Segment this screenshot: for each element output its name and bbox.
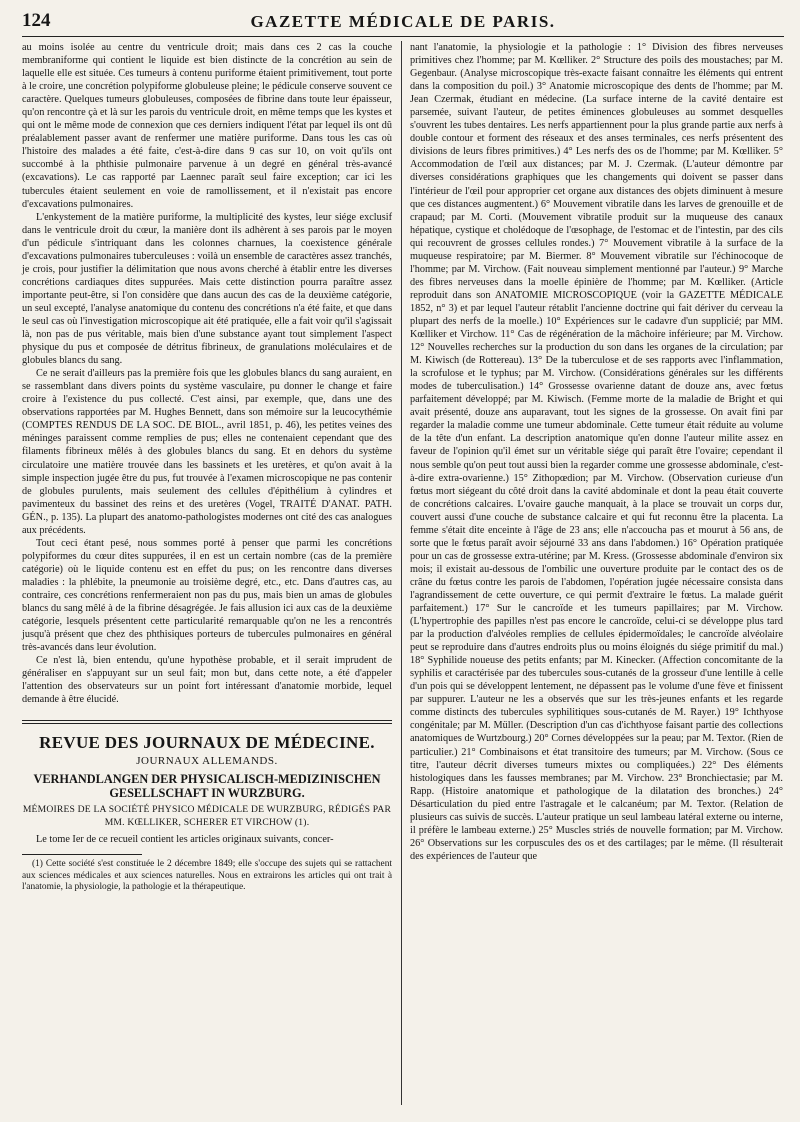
journal-name: VERHANDLANGEN DER PHYSICALISCH-MEDIZINISCHEN GESELLSCHAFT IN WURZBURG. <box>33 772 381 801</box>
section-separator <box>22 720 392 724</box>
section-subtitle: JOURNAUX ALLEMANDS. <box>136 755 278 768</box>
paragraph: Ce n'est là, bien entendu, qu'une hypothèse probable, et il serait imprudent de généraliser en s'appuyant sur un seul fait; mon but, dans cette note, a été d'appeler l'attention des observateurs sur un point fort intéressant d'anatomie morbide, lequel demande à être élucidé. <box>22 655 392 706</box>
journal-translation: MÉMOIRES DE LA SOCIÉTÉ PHYSICO MÉDICALE DE WURZBURG, RÉDIGÉS PAR MM. KŒLLIKER, SCHERER ET VIRCHOW (1). <box>22 804 392 828</box>
footnote-rule <box>22 854 142 855</box>
paragraph: au moins isolée au centre du ventricule droit; mais dans ces 2 cas la couche membraniforme qui contient le liquide est bien distincte de la concrétion au sein de laquelle elle est située. Ces tumeurs à contenu puriforme étaient primitivement, tout porte à le croire, une concrétion polypiforme globuleuse pleine; le pédicule conserve souvent ce caractère. Quelques tumeurs globuleuses, composées de fibrine dans toute leur épaisseur, qu'on rencontre çà et là sur les parois du ventricule droit, en même temps que les kystes et qui ont le même mode de connexion que ces derniers indiquent l'état par lequel ils ont dû préalablement passer avant de renfermer une matière puriforme. Dans tous les cas où l'histoire des malades a été faite, c'est-à-dire dans 9 cas sur 10, on voit qu'ils ont succombé à la phthisie pulmonaire parvenue à un degré en général très-avancé (excavations). Le cas rapporté par Laennec paraît seul faire exception; car ici les tubercules étaient seulement en voie de ramollissement, et il n'existait pas encore d'excavations pulmonaires. <box>22 42 392 210</box>
header-rule <box>22 36 784 37</box>
paragraph: L'enkystement de la matière puriforme, la multiplicité des kystes, leur siége exclusif dans le ventricule droit du cœur, la manière dont ils adhèrent à ses parois par le moyen d'un pédicule s'intriquant dans les colonnes charnues, la coexistence générale d'excavations pulmonaires tuberculeuses : voilà un ensemble de caractères assez tranchés, je crois, pour justifier la délimitation que nous avons cherché à établir entre les diverses concrétions cardiaques dites suppurées. Mais cette distinction pourra paraître assez importante peut-être, si l'on considère que dans aucun des cas de la deuxième catégorie, un seul excepté, l'analyse anatomique du contenu des concrétions n'a été faite, et que dans le seul cas où l'investigation microscopique ait été pratiquée, elle a fait voir qu'il s'agissait là, non pas de pus véritable, mais bien d'une substance ayant tout simplement l'aspect physique du pus et composée de détritus fibrineux, de granulations moléculaires et de globules blancs du sang. <box>22 211 392 367</box>
left-column <box>22 41 392 894</box>
page-header <box>22 10 784 36</box>
journal-title: GAZETTE MÉDICALE DE PARIS. <box>250 12 556 31</box>
paragraph: Tout ceci étant pesé, nous sommes porté à penser que parmi les concrétions polypiformes du cœur dites suppurées, il en est un certain nombre (cas de la première catégorie) où le liquide contenu est en effet du pus; on les rencontre dans diverses maladies : la phlébite, la pneumonie au troisième degré, etc., etc. Dans d'autres cas, au contraire, ces concrétions renfermeraient non pas du pus, mais bien un amas de globules blancs du sang mêlé à de la fibrine désagrégée. Je fais allusion ici aux cas de la deuxième catégorie, lesquels présentent cette particularité remarquable qu'on ne les a rencontrés jusqu'à présent que chez des phthisiques porteurs de tubercules pulmonaires en général très-avancés dans leur évolution. <box>22 537 392 654</box>
page-number: 124 <box>22 10 51 31</box>
section-title: REVUE DES JOURNAUX DE MÉDECINE. <box>39 733 375 753</box>
paragraph: Ce ne serait d'ailleurs pas la première fois que les globules blancs du sang auraient, en se rassemblant dans divers points du système vasculaire, pu donner le change et faire croire à l'existence du pus collecté. C'est ainsi, par exemple, que, dans une des observations rapportées par M. Hughes Bennett, dans son mémoire sur la leucocythémie (COMPTES RENDUS DE LA SOC. DE BIOL., avril 1851, p. 46), les petites veines des méninges paraissent comme remplies de pus; elles ne contenaient cependant que des filaments fibrineux mêlés à des globules blancs du sang. Et en dehors du système circulatoire une matière trouvée dans les bassinets et les uretères, et qu'on avait à la simple inspection jugée être du pus, fut trouvée à l'examen microscopique ne pas contenir de globules purulents, mais seulement des cellules d'épithélium à cylindres et pavimenteux du bassinet des reins et des uretères (Vogel, TRAITÉ D'ANAT. PATH. GÉN., p. 135). La plupart des anatomo-pathologistes modernes ont cité des cas analogues aux précédents. <box>22 368 392 536</box>
right-column <box>410 41 783 863</box>
column-divider <box>401 41 402 1105</box>
paragraph: nant l'anatomie, la physiologie et la pathologie : 1° Division des fibres nerveuses primitives chez l'homme; par M. Kœlliker. 2° Structure des poils des moustaches; par M. Gegenbaur. (Analyse microscopique très-exacte faisant connaître les éléments qui entrent dans la composition du poil.) 3° Anatomie microscopique des dents de l'homme; par M. Jean Czermak, étudiant en médecine. (La surface interne de la cavité dentaire est parsemée, suivant l'auteur, de petites éminences globuleuses au sommet desquelles s'ouvrent les tubes dentaires. Les nerfs appartiennent pour la plus grande partie aux nerfs à double contour et forment des réseaux et des anses terminales, ces nerfs présentent des divisions de leurs fibres primitives.) 4° Les nerfs des os de l'homme; par M. Kœlliker. 5° Accommodation de l'œil aux distances; par M. J. Czermak. (L'auteur démontre par diverses considérations graphiques que les changements qui doivent se passer dans l'intérieur de l'œil pour approprier cet organe aux distances des objets diminuent à mesure que ces distances augmentent.) 6° Mouvement vibratile dans les larves de grenouille et de crapaud; par M. Corti. (Mouvement vibratile produit sur la muqueuse des canaux hépatique, cystique et cholédoque de l'œsophage, de l'estomac et de l'intestin, par des cils qui recouvrent de grosses cellules rondes.) 7° Mouvement vibratile à la surface de la muqueuse respiratoire; par M. Biermer. 8° Mouvement vibratile sur l'échinocoque de l'homme; par M. Virchow. (Fait nouveau simplement mentionné par l'auteur.) 9° Marche des fibres nerveuses dans la moelle épinière de l'homme; par M. Kœlliker. (Article reproduit dans son ANATOMIE MICROSCOPIQUE (voir la GAZETTE MÉDICALE 1852, n° 3) et par lequel l'auteur rétablit l'ancienne doctrine qui fait dériver du cerveau la plupart des nerfs de la moelle.) 10° Expériences sur le cadavre d'un supplicié; par MM. Kœlliker et Virchow. 11° Cas de régénération de la mâchoire inférieure; par M. Virchow. 12° Nouvelles recherches sur la production du son dans les organes de la circulation; par M. Kiwisch (de Rottereau). 13° De la tuberculose et de ses rapports avec l'inflammation, la scrofulose et le typhus; par M. Virchow. (Considérations générales sur les différents modes de tuberculisation.) 14° Grossesse ovarienne datant de douze ans, avec fœtus parfaitement développé; par M. Kiwisch. (Femme morte de la maladie de Bright et qui avait présenté, douze ans auparavant, tout les signes de la grossesse. On avait fini par regarder la maladie comme une tumeur abdominale. Cette tumeur était réduite au volume de la tête d'un enfant. La description anatomique qu'en donne l'auteur milite assez en faveur de l'opinion qu'il émet sur un véritable siége qui paraît être l'ovaire; cependant il nous semble qu'on peut tout aussi bien la regarder comme une grossesse abdominale, c'est-à-dire extra-ovarienne.) 15° Zithopœdion; par M. Virchow. (Observation curieuse d'un fœtus mort siégeant du côté droit dans la cavité abdominale et dont la peau était couverte de concrétions calcaires. L'ovaire gauche manquait, à la place se trouvait un corps dur, couvert aussi d'une couche de substance calcaire et qui fut reconnu être la placenta. La femme s'était dite enceinte à l'âge de 23 ans; elle n'accoucha pas et mourut à 56 ans, de sorte que le fœtus paraît avoir séjourné 33 ans dans l'abdomen.) 16° Opération pratiquée pour un cas de grossesse extra-utérine; par M. Kress. (Grossesse abdominale d'environ six mois; il existait au-dessous de l'ombilic une ouverture produite par le contact des os de crâne du fœtus contre les parois de l'abdomen, l'opération jugée nécessaire consista dans l'agrandissement de cette ouverture, ce qui permit d'extraire le fœtus. La malade guérit parfaitement.) 17° Sur le cancroïde et les tumeurs papillaires; par M. Virchow. (L'hypertrophie des papilles n'est pas encore le cancroïde, celui-ci se développe plus tard par la production d'alvéoles remplies de cellules épidermoïdales; le cancroïde alvéolaire peut se reproduire dans d'autres endroits plus ou moins éloignés du siége primitif du mal.) 18° Syphilide noueuse des petits enfants; par M. Kinecker. (Affection concomitante de la syphilis et caractérisée par des tubercules sous-cutanés de la grosseur d'une lentille à celle d'un pois qui se développent lentement, ne dépassent pas le volume d'une fève et finissent par suppurer. L'auteur ne les a observés que sur les très-jeunes enfants et les regarde comme distincts des tubercules syphilitiques sous-cutanés de M. Rayer.) 19° Ichthyose congénitale; par M. Müller. (Description d'un cas d'ichthyose faisant partie des collections anatomiques de Wurtzbourg.) 20° Cornes développées sur la peau; par M. Textor. (Rien de particulier.) 21° Combinaisons et état transitoire des tumeurs; par M. Virchow. (Sous ce titre, l'auteur décrit diverses tumeurs mixtes ou compliquées.) 22° Des éléments histologiques dans les fausses membranes; par M. Virchow. 23° Bronchiectasie; par M. Rapp. (Histoire anatomique et pathologique de la dilatation des bronches.) 24° Désarticulation du pied entre l'astragale et le calcanéum; par M. Textor. (Relation de plusieurs cas suivis de succès. L'auteur pratique un seul lambeau latéral externe ou interne, il préfère le lambeau externe.) 25° Muscles striés de nouvelle formation; par M. Virchow. 26° Observations sur les corpuscules des os et des cartilages; par le même. (Il résulterait des expériences de l'auteur que <box>410 42 783 862</box>
intro-paragraph: Le tome Ier de ce recueil contient les articles originaux suivants, concer- <box>36 833 334 845</box>
footnote <box>22 859 392 894</box>
footnote-text: (1) Cette société s'est constituée le 2 décembre 1849; elle s'occupe des sujets qui se rattachent aux sciences médicales et aux sciences naturelles. Nous en extrairons les articles qui ont trait à l'anatomie, la physiologie, la pathologie et la thérapeutique. <box>22 858 392 893</box>
